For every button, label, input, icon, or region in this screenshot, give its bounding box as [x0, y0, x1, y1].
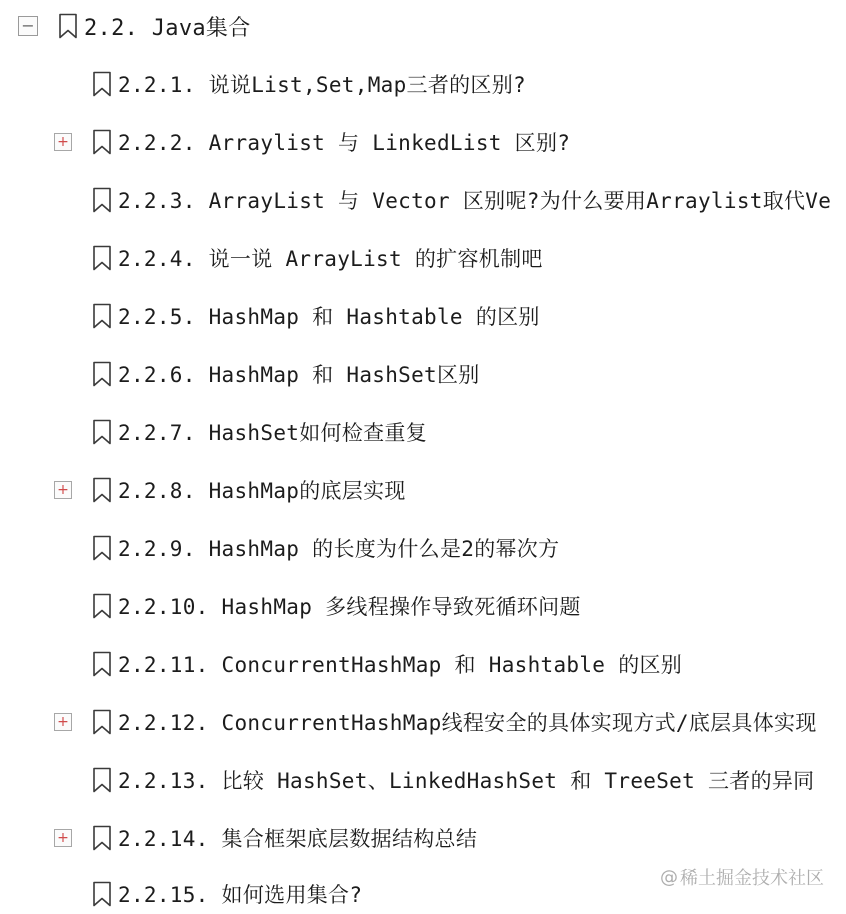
- tree-item-label: 2.2.11. ConcurrentHashMap 和 Hashtable 的区别: [118, 653, 683, 677]
- bookmark-icon: [90, 360, 114, 388]
- bookmark-icon: [90, 824, 114, 852]
- tree-item-label: 2.2.12. ConcurrentHashMap线程安全的具体实现方式/底层具体实现: [118, 711, 817, 735]
- tree-item[interactable]: [54, 412, 427, 452]
- tree-item-label: 2.2.8. HashMap的底层实现: [118, 479, 406, 503]
- bookmark-icon: [90, 708, 114, 736]
- expand-icon[interactable]: +: [54, 829, 72, 847]
- tree-item[interactable]: [54, 354, 480, 394]
- bookmark-icon: [90, 244, 114, 272]
- tree-item[interactable]: [54, 586, 581, 626]
- toggle-placeholder: [54, 191, 72, 209]
- tree-item[interactable]: [54, 64, 526, 104]
- toggle-placeholder: [54, 885, 72, 903]
- tree-item-label: 2.2.4. 说一说 ArrayList 的扩容机制吧: [118, 247, 543, 271]
- toggle-placeholder: [54, 597, 72, 615]
- bookmark-icon: [90, 476, 114, 504]
- tree-item[interactable]: [54, 818, 477, 858]
- bookmark-icon: [90, 880, 114, 908]
- toggle-placeholder: [54, 539, 72, 557]
- tree-item-label: 2.2.1. 说说List,Set,Map三者的区别?: [118, 73, 526, 97]
- tree-item-label: 2.2.14. 集合框架底层数据结构总结: [118, 827, 478, 851]
- tree-item[interactable]: [54, 874, 362, 914]
- toggle-placeholder: [54, 249, 72, 267]
- watermark-at: @: [660, 866, 678, 888]
- bookmark-icon: [90, 128, 114, 156]
- tree-item[interactable]: [54, 238, 543, 278]
- expand-icon[interactable]: +: [54, 481, 72, 499]
- tree-item[interactable]: [54, 644, 682, 684]
- tree-item-label: 2.2.13. 比较 HashSet、LinkedHashSet 和 TreeSet 三者的异同: [118, 769, 815, 793]
- toggle-placeholder: [54, 771, 72, 789]
- tree-item[interactable]: [54, 296, 540, 336]
- tree-item-label: 2.2.7. HashSet如何检查重复: [118, 421, 428, 445]
- bookmark-icon: [90, 592, 114, 620]
- toggle-placeholder: [54, 655, 72, 673]
- toggle-placeholder: [54, 307, 72, 325]
- bookmark-icon: [90, 418, 114, 446]
- tree-node-label: 2.2. Java集合: [84, 15, 251, 41]
- collapse-icon[interactable]: −: [18, 16, 38, 36]
- expand-icon[interactable]: +: [54, 133, 72, 151]
- bookmark-icon: [90, 766, 114, 794]
- tree-item[interactable]: [54, 760, 814, 800]
- toggle-placeholder: [54, 365, 72, 383]
- tree-item-label: 2.2.15. 如何选用集合?: [118, 883, 363, 907]
- tree-item-label: 2.2.3. ArrayList 与 Vector 区别呢?为什么要用Arraylist取代Ve: [118, 189, 832, 213]
- tree-item[interactable]: [54, 180, 831, 220]
- tree-item-label: 2.2.2. Arraylist 与 LinkedList 区别?: [118, 131, 571, 155]
- expand-icon[interactable]: +: [54, 713, 72, 731]
- watermark-text: 稀土掘金技术社区: [680, 868, 824, 889]
- bookmark-icon: [90, 70, 114, 98]
- tree-item[interactable]: [54, 528, 559, 568]
- bookmark-icon: [90, 302, 114, 330]
- toggle-placeholder: [54, 423, 72, 441]
- tree-item-label: 2.2.9. HashMap 的长度为什么是2的幂次方: [118, 537, 560, 561]
- tree-item[interactable]: [54, 122, 570, 162]
- tree-item-label: 2.2.5. HashMap 和 Hashtable 的区别: [118, 305, 540, 329]
- tree-node-2-2[interactable]: [18, 6, 251, 46]
- tree-item[interactable]: [54, 470, 406, 510]
- tree-item[interactable]: [54, 702, 817, 742]
- bookmark-icon: [90, 650, 114, 678]
- tree-item-label: 2.2.10. HashMap 多线程操作导致死循环问题: [118, 595, 581, 619]
- tree-item-label: 2.2.6. HashMap 和 HashSet区别: [118, 363, 480, 387]
- toggle-placeholder: [54, 75, 72, 93]
- watermark: [660, 864, 824, 890]
- bookmark-icon: [90, 534, 114, 562]
- bookmark-icon: [56, 12, 80, 40]
- bookmark-icon: [90, 186, 114, 214]
